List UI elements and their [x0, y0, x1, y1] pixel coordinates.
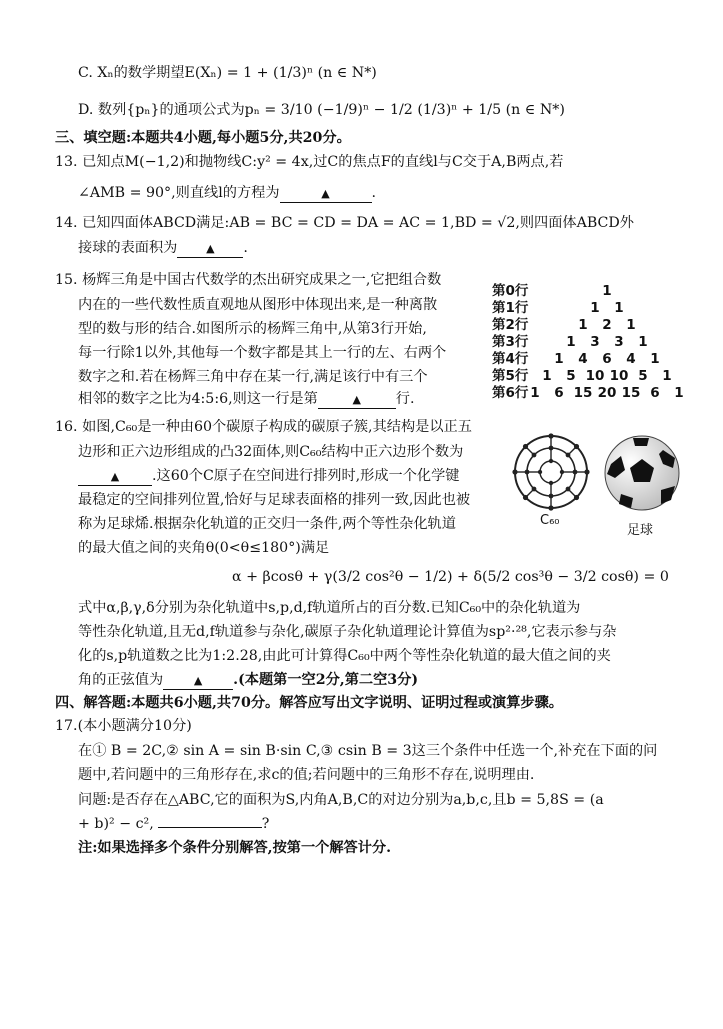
q16-line5: 称为足球烯.根据杂化轨道的正交归一条件,两个等性杂化轨道 [78, 516, 456, 532]
q13-end: . [371, 185, 377, 201]
triangle-marker: ▲ [352, 393, 362, 406]
triangle-number: 1 [578, 317, 588, 333]
row-label: 第5行 [492, 368, 529, 384]
q15-line4: 每一行除1以外,其他每一个数字都是其上一行的左、右两个 [78, 345, 447, 361]
q14-line2 [78, 238, 248, 258]
triangle-number: 10 [609, 368, 629, 384]
q16-line3 [78, 466, 460, 486]
triangle-marker: ▲ [110, 470, 120, 483]
q16-line1: 16. 如图,C₆₀是一种由60个碳原子构成的碳原子簇,其结构是以正五 [55, 419, 472, 435]
q14-line1: 14. 已知四面体ABCD满足:AB = BC = CD = DA = AC = 1,BD = √2,则四面体ABCD外 [55, 215, 634, 231]
row-label: 第6行 [492, 385, 529, 401]
q15-line6 [78, 389, 414, 409]
q17-text: + b)² − c², [78, 816, 154, 832]
triangle-number: 3 [590, 334, 600, 350]
triangle-number: 1 [674, 385, 684, 401]
triangle-number: 6 [650, 385, 660, 401]
q15-line2: 内在的一些代数性质直观地从图形中体现出来,是一种离散 [78, 297, 438, 313]
triangle-number: 6 [602, 351, 612, 367]
answer-blank [177, 240, 243, 258]
triangle-number: 4 [626, 351, 636, 367]
triangle-number: 1 [602, 283, 612, 299]
triangle-marker: ▲ [321, 187, 330, 200]
answer-blank [318, 391, 396, 409]
q16-line4: 最稳定的空间排列位置,恰好与足球表面格的排列一致,因此也被 [78, 492, 471, 508]
q15-line1: 15. 杨辉三角是中国古代数学的杰出研究成果之一,它把组合数 [55, 272, 442, 288]
q16-line9: 化的s,p轨道数之比为1:2.28,由此可计算得C₆₀中两个等性杂化轨道的最大值之间的夹 [78, 648, 611, 664]
triangle-number: 1 [566, 334, 576, 350]
answer-blank [78, 468, 152, 486]
q16-text: .这60个C原子在空间进行排列时,形成一个化学键 [152, 468, 460, 484]
triangle-number: 15 [573, 385, 593, 401]
triangle-number: 1 [650, 351, 660, 367]
triangle-number: 1 [662, 368, 672, 384]
q16-line2: 边形和正六边形组成的凸32面体,则C₆₀结构中正六边形个数为 [78, 444, 464, 460]
row-label: 第2行 [492, 317, 529, 333]
row-label: 第1行 [492, 300, 529, 316]
triangle-number: 1 [554, 351, 564, 367]
triangle-number: 4 [578, 351, 588, 367]
triangle-number: 1 [590, 300, 600, 316]
triangle-number: 2 [602, 317, 612, 333]
answer-blank [163, 672, 233, 690]
c60-caption: C₆₀ [540, 513, 560, 528]
triangle-number: 6 [554, 385, 564, 401]
triangle-marker: ▲ [193, 674, 203, 687]
answer-blank [158, 827, 262, 828]
q17-line2: 在① B = 2C,② sin A = sin B·sin C,③ csin B = 3这三个条件中任选一个,补充在下面的问 [78, 743, 658, 759]
triangle-number: 5 [638, 368, 648, 384]
q13-line1: 13. 已知点M(−1,2)和抛物线C:y² = 4x,过C的焦点F的直线l与C交于A,B两点,若 [55, 154, 564, 170]
option-d: D. 数列{pₙ}的通项公式为pₙ = 3/10 (−1/9)ⁿ − 1/2 (1/3)ⁿ + 1/5 (n ∈ N*) [78, 102, 565, 118]
triangle-number: 15 [621, 385, 641, 401]
q16-line7: 式中α,β,γ,δ分别为杂化轨道中s,p,d,f轨道所占的百分数.已知C₆₀中的杂化轨道为 [78, 600, 581, 616]
triangle-number: 1 [638, 334, 648, 350]
q17-line5 [78, 814, 269, 834]
row-label: 第4行 [492, 351, 529, 367]
q17-line3: 题中,若问题中的三角形存在,求c的值;若问题中的三角形不存在,说明理由. [78, 767, 535, 783]
triangle-number: 1 [614, 300, 624, 316]
answer-blank [280, 185, 372, 203]
q17-end: ? [261, 816, 270, 832]
q17-line1: 17.(本小题满分10分) [55, 718, 192, 734]
triangle-number: 1 [542, 368, 552, 384]
q16-formula: α + βcosθ + γ(3/2 cos²θ − 1/2) + δ(5/2 cos³θ − 3/2 cosθ) = 0 [232, 569, 669, 585]
q15-line3: 型的数与形的结合.如图所示的杨辉三角中,从第3行开始, [78, 321, 427, 337]
q16-score-note: .(本题第一空2分,第二空3分) [233, 672, 419, 688]
triangle-number: 5 [566, 368, 576, 384]
q14-text: 接球的表面积为 [78, 240, 178, 256]
q13-line2 [78, 183, 376, 203]
q16-line8: 等性杂化轨道,且无d,f轨道参与杂化,碳原子杂化轨道理论计算值为sp²·²⁸,它表示参与杂 [78, 624, 617, 640]
soccer-ball-caption: 足球 [627, 523, 654, 538]
q15-end: 行. [395, 391, 415, 407]
q14-end: . [243, 240, 248, 256]
triangle-number: 3 [614, 334, 624, 350]
c60-molecule-image [512, 433, 590, 511]
section-4-heading: 四、解答题:本题共6小题,共70分。解答应写出文字说明、证明过程或演算步骤。 [55, 695, 563, 711]
triangle-marker: ▲ [206, 242, 215, 255]
q17-note: 注:如果选择多个条件分别解答,按第一个解答计分. [78, 840, 392, 856]
q16-line10 [78, 670, 418, 690]
triangle-number: 1 [626, 317, 636, 333]
triangle-number: 20 [597, 385, 617, 401]
q16-line6: 的最大值之间的夹角θ(0<θ≤180°)满足 [78, 540, 330, 556]
q15-text: 相邻的数字之比为4:5:6,则这一行是第 [78, 391, 318, 407]
q16-text: 角的正弦值为 [78, 672, 164, 688]
row-label: 第3行 [492, 334, 529, 350]
q15-line5: 数字之和.若在杨辉三角中存在某一行,满足该行中有三个 [78, 369, 428, 385]
section-3-heading: 三、填空题:本题共4小题,每小题5分,共20分。 [55, 130, 351, 146]
soccer-ball-image [603, 434, 681, 512]
row-label: 第0行 [492, 283, 529, 299]
triangle-number: 10 [585, 368, 605, 384]
q13-text: ∠AMB = 90°,则直线l的方程为 [78, 185, 280, 201]
triangle-number: 1 [530, 385, 540, 401]
option-c: C. Xₙ的数学期望E(Xₙ) = 1 + (1/3)ⁿ (n ∈ N*) [78, 65, 377, 81]
q17-line4: 问题:是否存在△ABC,它的面积为S,内角A,B,C的对边分别为a,b,c,且b = 5,8S = (a [78, 792, 604, 808]
